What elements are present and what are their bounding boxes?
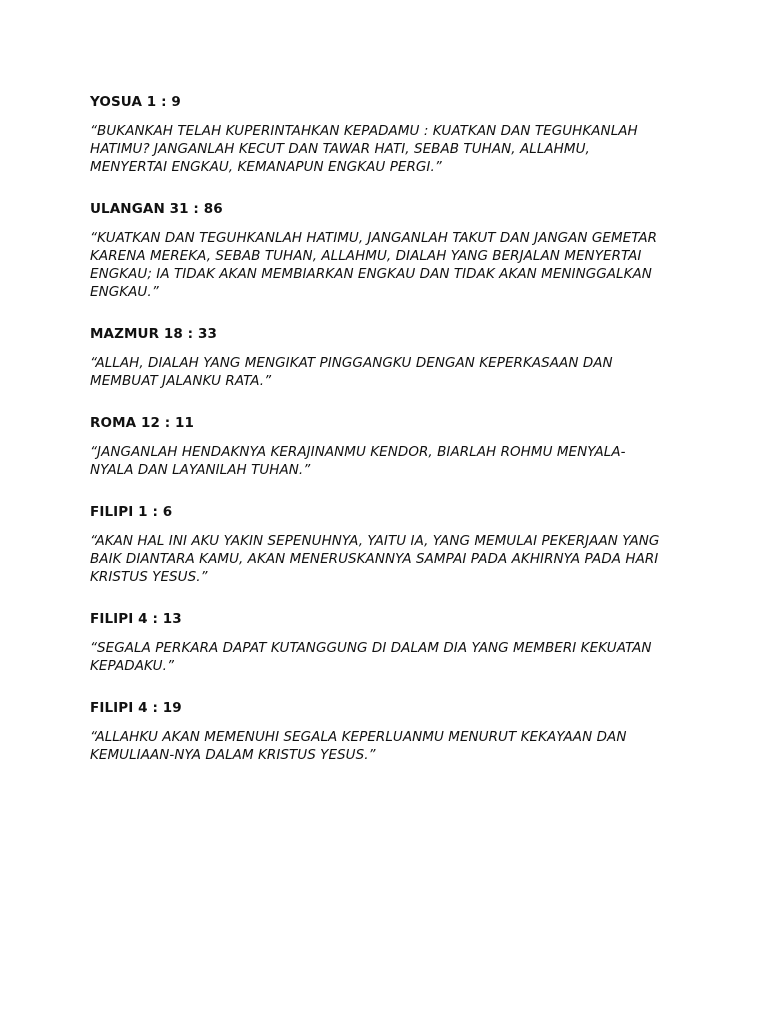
verse-reference: MAZMUR 18 : 33: [90, 326, 217, 342]
verse-text: “ALLAHKU AKAN MEMENUHI SEGALA KEPERLUANMU MENURUT KEKAYAAN DAN KEMULIAAN-NYA DALAM KRISTUS YESUS.”: [90, 729, 627, 763]
verse-text: “SEGALA PERKARA DAPAT KUTANGGUNG DI DALAM DIA YANG MEMBERI KEKUATAN KEPADAKU.”: [90, 640, 652, 674]
verse-block-filipi-1-6: [90, 503, 678, 586]
verse-text: “ALLAH, DIALAH YANG MENGIKAT PINGGANGKU DENGAN KEPERKASAAN DAN MEMBUAT JALANKU RATA.”: [90, 355, 613, 389]
verse-reference: ROMA 12 : 11: [90, 415, 195, 431]
verse-block-mazmur-18-33: [90, 325, 678, 390]
verse-block-roma-12-11: [90, 414, 678, 479]
verse-text: “BUKANKAH TELAH KUPERINTAHKAN KEPADAMU : KUATKAN DAN TEGUHKANLAH HATIMU? JANGANLAH KECUT DAN TAWAR HATI, SEBAB TUHAN, ALLAHMU, MENYERTAI ENGKAU, KEMANAPUN ENGKAU PERGI.”: [90, 123, 638, 175]
verse-block-ulangan-31-86: [90, 200, 678, 301]
verse-text: “KUATKAN DAN TEGUHKANLAH HATIMU, JANGANLAH TAKUT DAN JANGAN GEMETAR KARENA MEREKA, SEBAB TUHAN, ALLAHMU, DIALAH YANG BERJALAN MENYERTAI ENGKAU; IA TIDAK AKAN MEMBIARKAN ENGKAU DAN TIDAK AKAN MENINGGALKAN ENGKAU.”: [90, 230, 658, 300]
verse-text: “JANGANLAH HENDAKNYA KERAJINANMU KENDOR, BIARLAH ROHMU MENYALA- NYALA DAN LAYANILAH TUHAN.”: [90, 444, 626, 478]
verse-text: “AKAN HAL INI AKU YAKIN SEPENUHNYA, YAITU IA, YANG MEMULAI PEKERJAAN YANG BAIK DIANTARA KAMU, AKAN MENERUSKANNYA SAMPAI PADA AKHIRNYA PADA HARI KRISTUS YESUS.”: [90, 533, 660, 585]
verse-reference: YOSUA 1 : 9: [90, 94, 181, 110]
verse-reference: FILIPI 4 : 13: [90, 611, 182, 627]
verse-reference: FILIPI 4 : 19: [90, 700, 182, 716]
verse-block-filipi-4-13: [90, 610, 678, 675]
verse-block-filipi-4-19: [90, 699, 678, 764]
verse-block-yosua-1-9: [90, 93, 678, 176]
verse-reference: ULANGAN 31 : 86: [90, 201, 223, 217]
verse-reference: FILIPI 1 : 6: [90, 504, 173, 520]
